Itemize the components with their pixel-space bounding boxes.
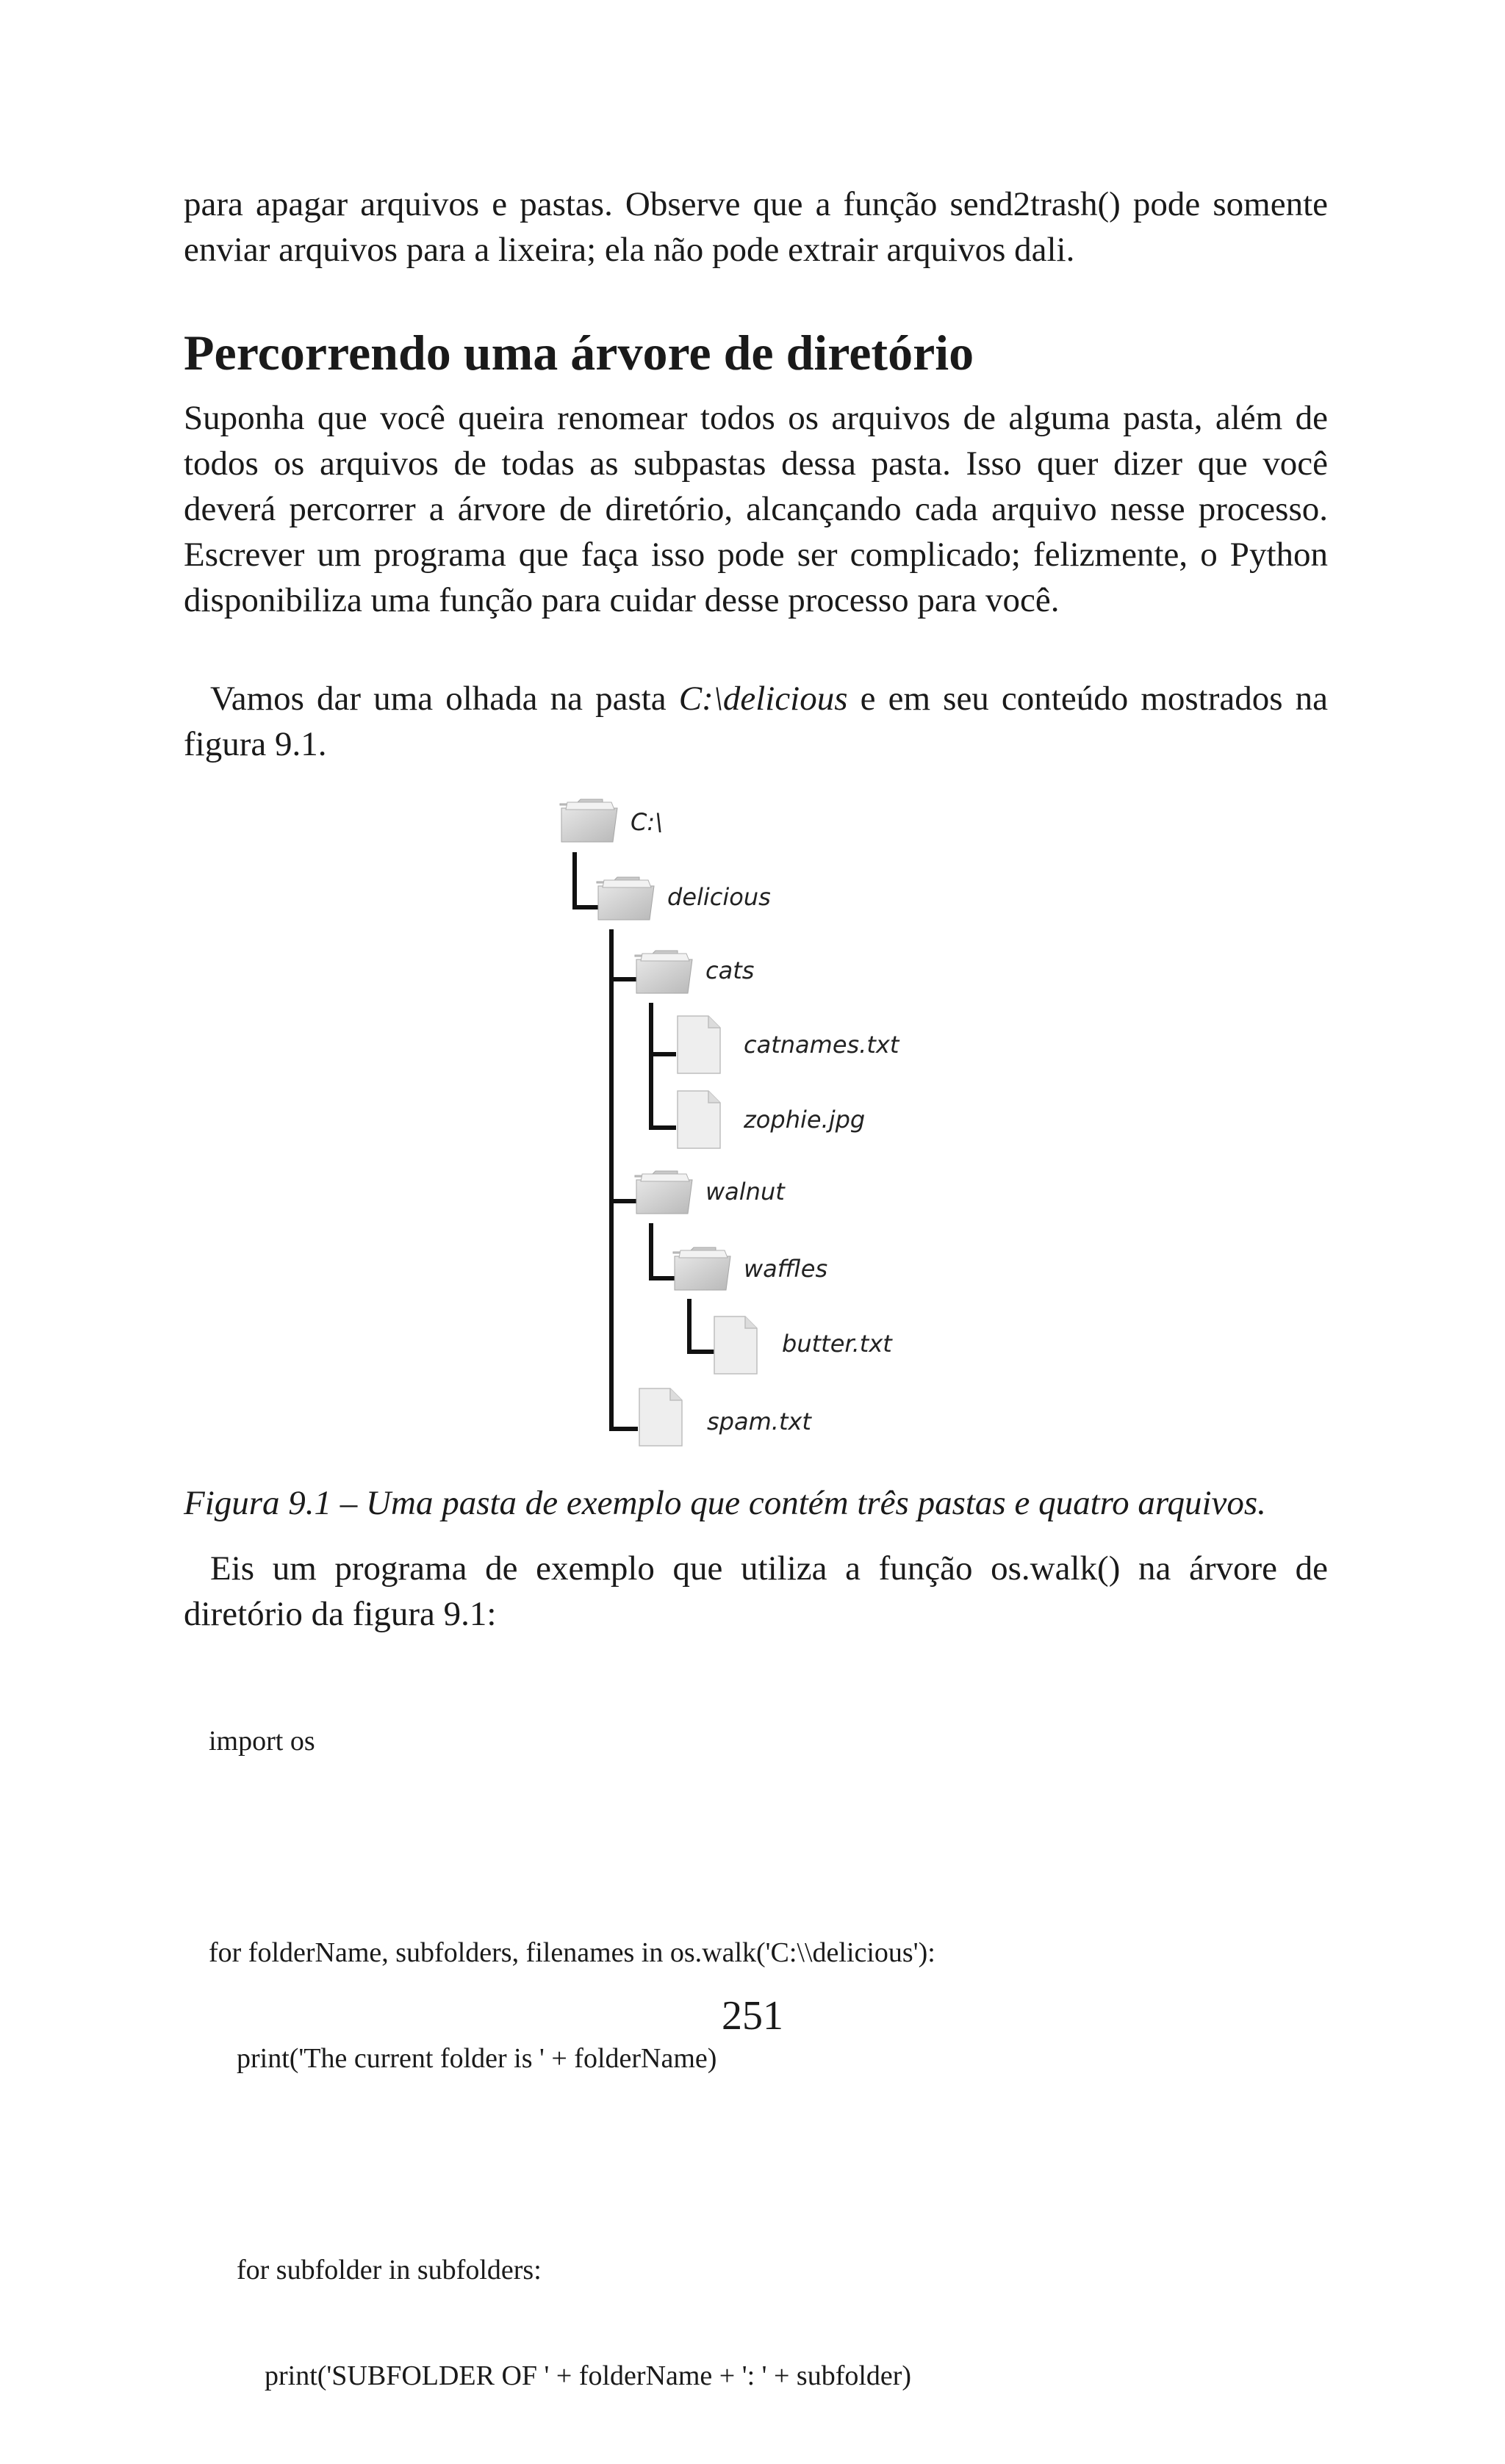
tree-label-walnut: walnut — [705, 1178, 785, 1206]
body-paragraph-3: Eis um programa de exemplo que utiliza a função os.walk() na árvore de diretório da figura 9.1: — [184, 1549, 1328, 1633]
folder-icon-cats — [635, 951, 692, 993]
code-line: for folderName, subfolders, filenames in os.walk('C:\\delicious'): — [209, 1937, 935, 1968]
file-icon-spam — [639, 1388, 682, 1446]
tree-label-waffles: waffles — [744, 1255, 828, 1283]
tree-label-delicious: delicious — [667, 883, 771, 911]
directory-tree-figure — [544, 793, 926, 1455]
code-block — [209, 1653, 1311, 2464]
tree-label-zophie: zophie.jpg — [744, 1106, 866, 1134]
figure-caption: Figura 9.1 – Uma pasta de exemplo que contém três pastas e quatro arquivos. — [184, 1484, 1266, 1522]
code-line: import os — [209, 1726, 315, 1757]
code-line — [209, 2147, 1311, 2182]
file-icon-zophie — [678, 1091, 720, 1148]
tree-label-root: C:\ — [631, 808, 663, 836]
folder-icon-delicious — [597, 877, 654, 920]
tree-label-cats: cats — [705, 957, 755, 984]
code-line: print('SUBFOLDER OF ' + folderName + ': ' + subfolder) — [209, 2360, 912, 2391]
folder-icon-waffles — [673, 1247, 730, 1290]
body-paragraph-1: Suponha que você queira renomear todos os arquivos de alguma pasta, além de todos os arquivos de todas as subpastas dessa pasta. Isso quer dizer que você deverá percorrer a árvore de diretório, alcançando cada arquivo nesse processo. Escrever um programa que faça isso pode ser complicado; felizmente, o Python disponibiliza uma função para cuidar desse processo para você. — [184, 399, 1328, 619]
intro-paragraph: para apagar arquivos e pastas. Observe que a função send2trash() pode somente enviar arquivos para a lixeira; ela não pode extrair arquivos dali. — [184, 185, 1328, 269]
folder-icon-walnut — [635, 1171, 692, 1214]
folder-icon-root — [560, 799, 617, 842]
file-icon-butter — [714, 1316, 757, 1374]
page-number: 251 — [722, 1993, 783, 2039]
body-paragraph-2 — [184, 676, 1328, 767]
para2-text-after: e em seu conteúdo mostrados na figura 9.1. — [184, 680, 1328, 763]
code-line: for subfolder in subfolders: — [209, 2255, 542, 2285]
code-line — [209, 1829, 1311, 1865]
tree-label-butter: butter.txt — [782, 1330, 892, 1358]
section-heading: Percorrendo uma árvore de diretório — [184, 325, 974, 381]
tree-label-catnames: catnames.txt — [744, 1031, 899, 1059]
file-icon-catnames — [678, 1016, 720, 1073]
tree-label-spam: spam.txt — [707, 1408, 811, 1435]
folder-path: C:\delicious — [678, 680, 848, 718]
code-line: print('The current folder is ' + folderName) — [209, 2043, 717, 2074]
para2-text-before: Vamos dar uma olhada na pasta — [210, 680, 679, 718]
